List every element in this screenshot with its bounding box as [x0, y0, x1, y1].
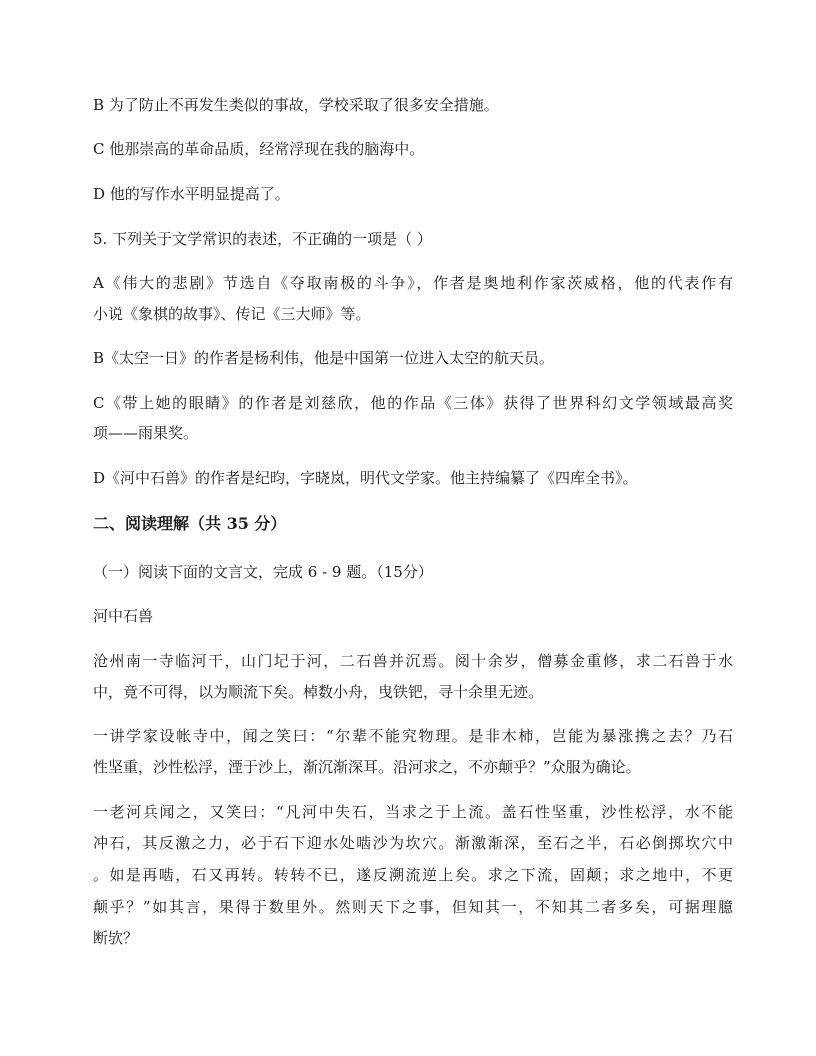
section-2-heading: 二、阅读理解（共 35 分） [93, 514, 287, 533]
passage-p3-line-4: 颠乎？”如其言，果得于数里外。然则天下之事，但知其一，不知其二者多矣，可据理臆 [93, 898, 733, 916]
option-b-q4: B 为了防止不再发生类似的事故，学校采取了很多安全措施。 [93, 96, 499, 114]
q5-option-a-line-1: A《伟大的悲剧》节选自《夺取南极的斗争》，作者是奥地利作家茨威格，他的代表作有 [93, 274, 733, 292]
question-5-stem: 5. 下列关于文学常识的表述，不正确的一项是（ ） [93, 230, 432, 248]
passage-p3-line-5: 断欤？ [93, 929, 139, 947]
option-c-q4: C 他那崇高的革命品质，经常浮现在我的脑海中。 [93, 140, 425, 158]
passage-p3-line-2: 冲石，其反激之力，必于石下迎水处啮沙为坎穴。渐激渐深，至石之半，石必倒掷坎穴中 [93, 834, 733, 852]
q5-option-b: B《太空一日》的作者是杨利伟，他是中国第一位进入太空的航天员。 [93, 349, 555, 367]
passage-p1-line-2: 中，竟不可得，以为顺流下矣。棹数小舟，曳铁钯，寻十余里无迹。 [93, 683, 544, 701]
passage-p3-line-3: 。如是再啮，石又再转。转转不已，遂反溯流逆上矣。求之下流，固颠；求之地中，不更 [93, 866, 733, 884]
passage-title: 河中石兽 [93, 607, 154, 625]
passage-p2-line-2: 性坚重，沙性松浮，湮于沙上，渐沉渐深耳。沿河求之，不亦颠乎？”众服为确论。 [93, 758, 641, 776]
q5-option-c-line-2: 项——雨果奖。 [93, 424, 199, 442]
q5-option-d: D《河中石兽》的作者是纪昀，字晓岚，明代文学家。他主持编纂了《四库全书》。 [93, 469, 638, 487]
option-d-q4: D 他的写作水平明显提高了。 [93, 185, 290, 203]
passage-p3-line-1: 一老河兵闻之，又笑曰：“凡河中失石，当求之于上流。盖石性坚重，沙性松浮，水不能 [93, 803, 733, 821]
q5-option-c-line-1: C《带上她的眼睛》的作者是刘慈欣，他的作品《三体》获得了世界科幻文学领域最高奖 [93, 394, 733, 412]
subsection-1-instruction: （一）阅读下面的文言文，完成 6 - 9 题。（15分） [93, 563, 433, 581]
passage-p1-line-1: 沧州南一寺临河干，山门圮于河，二石兽并沉焉。阅十余岁，僧募金重修，求二石兽于水 [93, 652, 733, 670]
q5-option-a-line-2: 小说《象棋的故事》、传记《三大师》等。 [93, 305, 371, 323]
passage-p2-line-1: 一讲学家设帐寺中，闻之笑曰：“尔辈不能究物理。是非木柿，岂能为暴涨携之去？乃石 [93, 727, 733, 745]
